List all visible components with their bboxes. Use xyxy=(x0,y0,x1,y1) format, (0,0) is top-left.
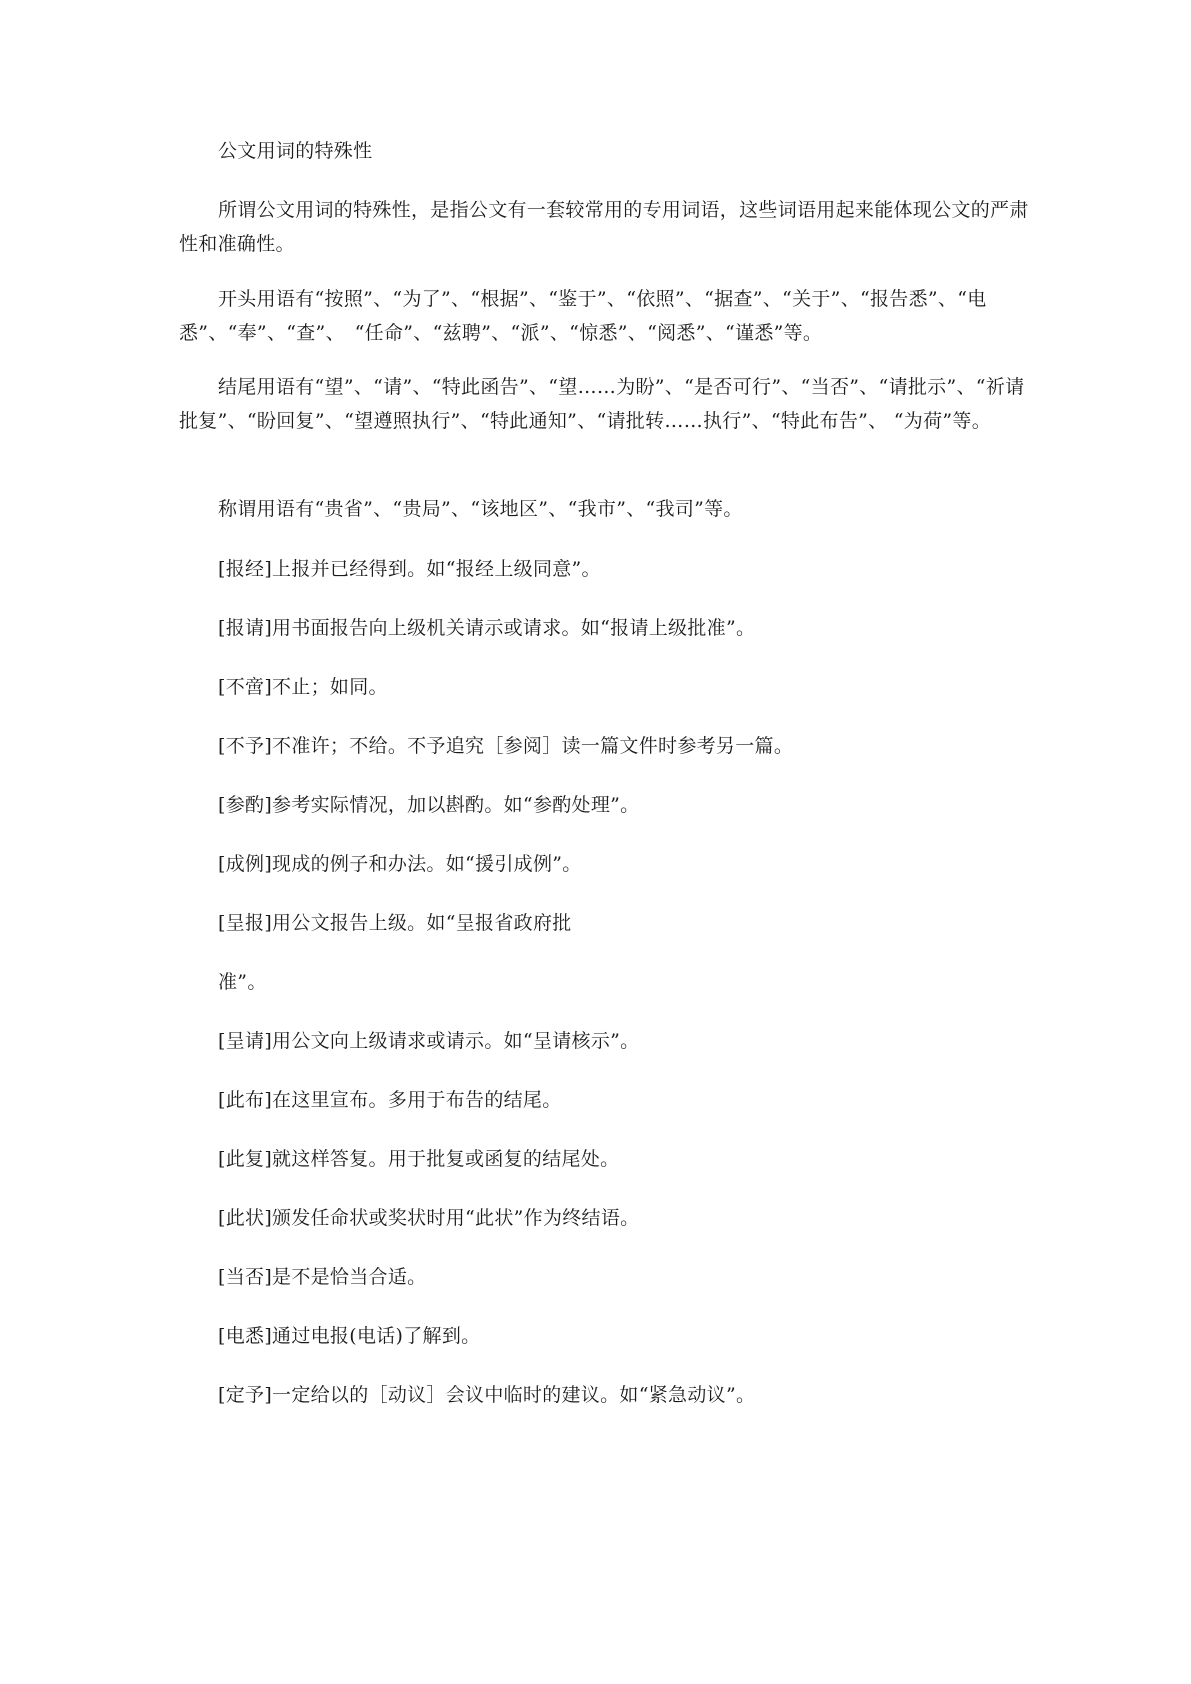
entry-dangfou: [当否]是不是恰当合适。 xyxy=(218,1266,427,1288)
entry-buchi: [不啻]不止；如同。 xyxy=(218,676,388,698)
intro-paragraph: 所谓公文用词的特殊性，是指公文有一套较常用的专用词语，这些词语用起来能体现公文的严肃性和准确性。 xyxy=(179,199,1029,255)
address-terms-paragraph: 称谓用语有“贵省”、“贵局”、“该地区”、“我市”、“我司”等。 xyxy=(218,498,743,520)
entry-chengbao-continued: 准”。 xyxy=(218,971,267,993)
document-title: 公文用词的特殊性 xyxy=(218,140,373,162)
entry-baojing: [报经]上报并已经得到。如“报经上级同意”。 xyxy=(218,558,601,580)
opening-terms-paragraph: 开头用语有“按照”、“为了”、“根据”、“鉴于”、“依照”、“据查”、“关于”、“报告悉”、“电悉”、“奉”、“查”、 “任命”、“兹聘”、“派”、“惊悉”、“阅悉”、“谨悉”等。 xyxy=(179,288,987,344)
entry-cibu: [此布]在这里宣布。多用于布告的结尾。 xyxy=(218,1089,562,1111)
entry-buyu: [不予]不准许；不给。不予追究［参阅］读一篇文件时参考另一篇。 xyxy=(218,735,794,757)
entry-canzhuo: [参酌]参考实际情况，加以斟酌。如“参酌处理”。 xyxy=(218,794,640,816)
entry-baoqing: [报请]用书面报告向上级机关请示或请求。如“报请上级批准”。 xyxy=(218,617,756,639)
entry-chengli: [成例]现成的例子和办法。如“援引成例”。 xyxy=(218,853,582,875)
entry-cifu: [此复]就这样答复。用于批复或函复的结尾处。 xyxy=(218,1148,620,1170)
entry-chengbao: [呈报]用公文报告上级。如“呈报省政府批 xyxy=(218,912,572,934)
entry-dianxi: [电悉]通过电报(电话)了解到。 xyxy=(218,1325,481,1347)
entry-chengqing: [呈请]用公文向上级请求或请示。如“呈请核示”。 xyxy=(218,1030,640,1052)
entry-dingyu: [定予]一定给以的［动议］会议中临时的建议。如“紧急动议”。 xyxy=(218,1384,756,1406)
closing-terms-paragraph: 结尾用语有“望”、“请”、“特此函告”、“望……为盼”、“是否可行”、“当否”、“请批示”、“祈请批复”、“盼回复”、“望遵照执行”、“特此通知”、“请批转……执行”、“特此布告”、 “为荷”等。 xyxy=(179,376,1025,432)
entry-cizhuang: [此状]颁发任命状或奖状时用“此状”作为终结语。 xyxy=(218,1207,640,1229)
